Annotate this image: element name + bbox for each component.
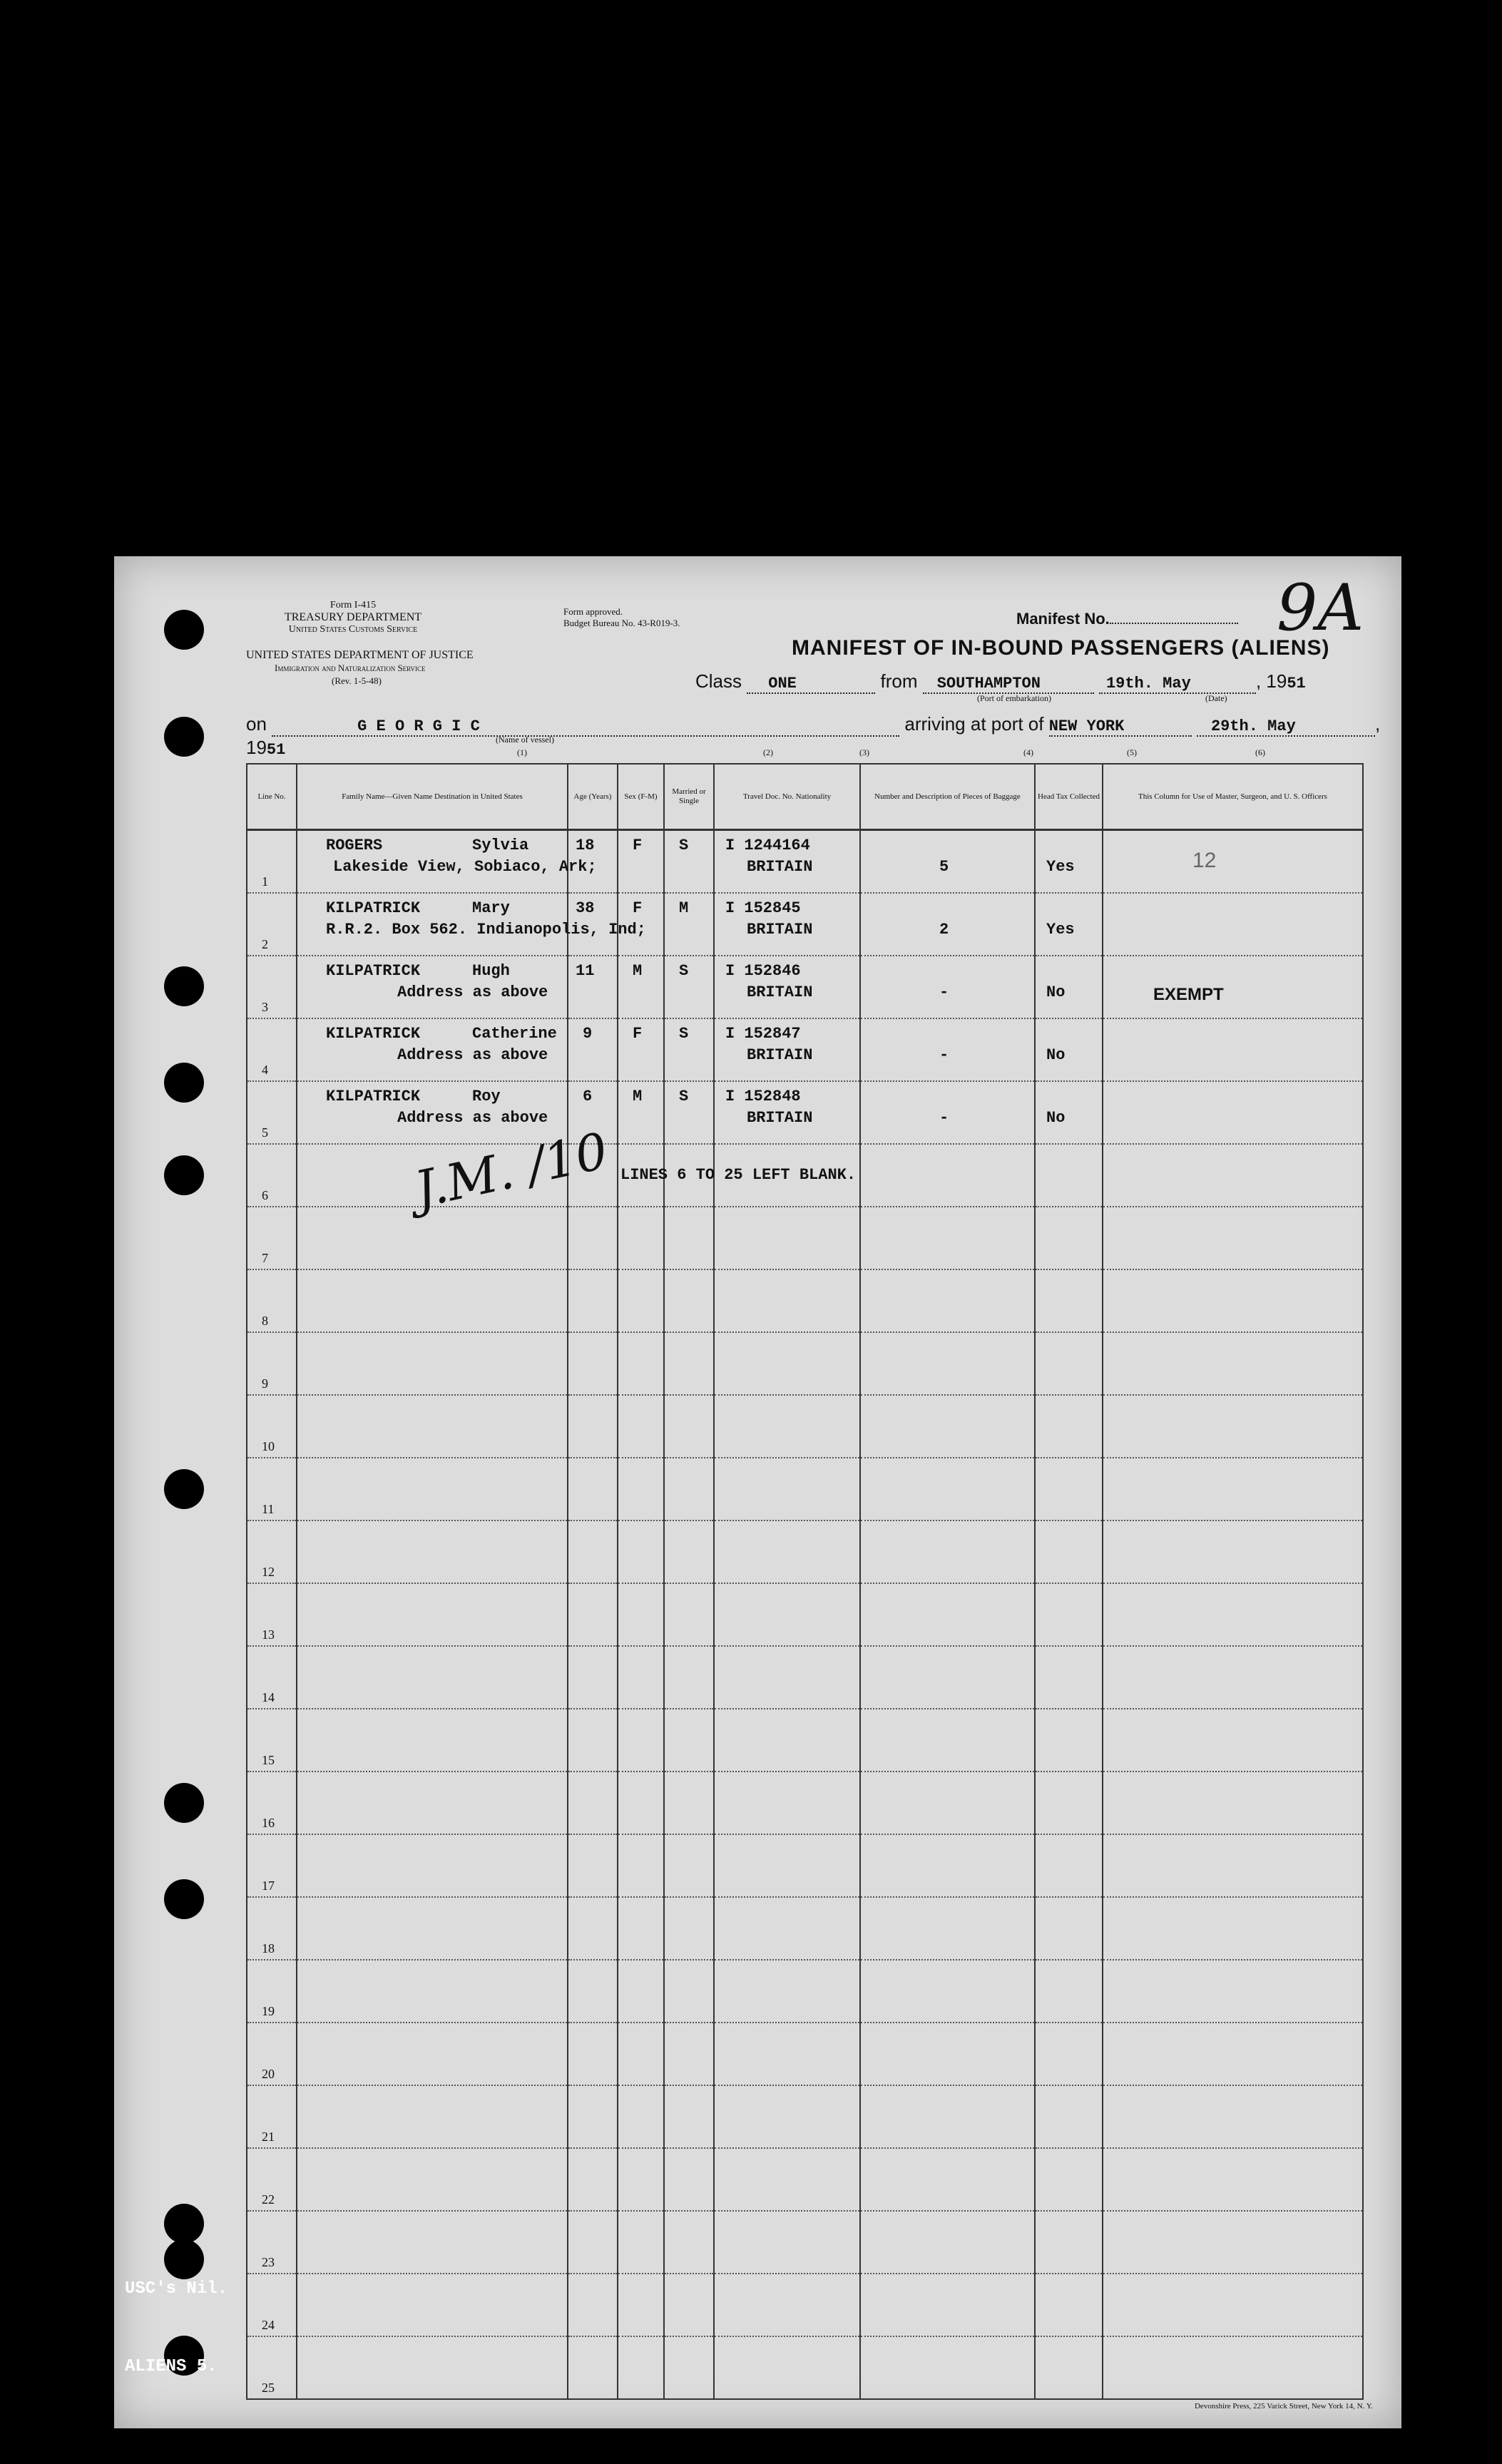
aliens-tally: ALIENS 5. [125, 2357, 218, 2376]
col-baggage: Number and Description of Pieces of Baggage [860, 764, 1035, 830]
class-row [695, 670, 1306, 694]
class-label: Class [695, 670, 742, 692]
head-tax: Yes [1046, 921, 1075, 939]
revision: (Rev. 1-5-48) [332, 675, 382, 686]
table-row [247, 1269, 1363, 1332]
marital-status: S [679, 962, 689, 980]
given-name: Roy [472, 1088, 501, 1105]
marital-status: M [679, 899, 689, 917]
col-name: Family Name—Given Name Destination in United States [297, 764, 568, 830]
col-married: Married or Single [664, 764, 714, 830]
table-row [247, 956, 1363, 1018]
family-name: KILPATRICK [326, 1025, 421, 1043]
vessel-caption: (Name of vessel) [496, 735, 554, 745]
table-row [247, 1520, 1363, 1583]
baggage: 2 [939, 921, 949, 939]
date-caption: (Date) [1205, 693, 1227, 703]
form-number: Form I-415 [329, 600, 377, 610]
col-num-4: (4) [1023, 747, 1033, 757]
from-label: from [880, 670, 918, 692]
travel-doc: I 152845 [725, 899, 801, 917]
nationality: BRITAIN [747, 858, 813, 876]
table-row [247, 1458, 1363, 1520]
officer-stamp: 12 [1192, 849, 1217, 872]
manifest-no-label: Manifest No. [1016, 610, 1110, 628]
baggage: - [939, 1109, 949, 1127]
travel-doc: I 152846 [725, 962, 801, 980]
line-no: 3 [262, 1000, 268, 1014]
line-no: 1 [262, 874, 268, 889]
marital-status: S [679, 837, 689, 854]
customs-service: United States Customs Service [288, 624, 418, 635]
table-row [247, 1583, 1363, 1646]
head-tax: Yes [1046, 858, 1075, 876]
punch-hole [164, 1469, 204, 1509]
vessel-name: G E O R G I C [272, 717, 899, 737]
destination: Address as above [397, 1046, 548, 1064]
treasury-dept: TREASURY DEPARTMENT [284, 611, 422, 623]
document-title: MANIFEST OF IN-BOUND PASSENGERS (ALIENS) [792, 636, 1330, 660]
embark-year-prefix: , 19 [1255, 670, 1287, 692]
col-num-1: (1) [517, 747, 527, 757]
form-header [200, 599, 506, 635]
baggage: - [939, 1046, 949, 1064]
line-no: 23 [262, 2255, 275, 2269]
marital-status: S [679, 1025, 689, 1043]
col-travel: Travel Doc. No. Nationality [714, 764, 860, 830]
line-no: 17 [262, 1878, 275, 1893]
nationality: BRITAIN [747, 1046, 813, 1064]
given-name: Sylvia [472, 837, 529, 854]
uscs-tally: USC's Nil. [125, 2279, 228, 2299]
table-row [247, 2336, 1363, 2399]
baggage: - [939, 983, 949, 1001]
handwritten-signature: J.M. /10 [409, 1121, 613, 1220]
manifest-number [1016, 610, 1238, 628]
arrival-year: 51 [266, 741, 286, 759]
passenger-table [246, 763, 1364, 2400]
line-no: 24 [262, 2318, 275, 2332]
marital-status: S [679, 1088, 689, 1105]
table-row [247, 1772, 1363, 1834]
punch-hole [164, 717, 204, 757]
embark-port: SOUTHAMPTON [923, 675, 1094, 694]
table-row [247, 1960, 1363, 2023]
sex: M [633, 1088, 643, 1105]
nationality: BRITAIN [747, 921, 813, 939]
sex: F [633, 837, 643, 854]
age: 18 [576, 837, 595, 854]
embark-year: 51 [1287, 675, 1306, 692]
empty-rows [247, 1144, 1363, 2399]
line-no: 13 [262, 1627, 275, 1642]
travel-doc: I 1244164 [725, 837, 810, 854]
punch-hole [164, 2204, 204, 2244]
col-num-3: (3) [859, 747, 869, 757]
col-num-5: (5) [1127, 747, 1137, 757]
line-no: 19 [262, 2004, 275, 2018]
arrival-date: 29th. May [1197, 717, 1375, 737]
given-name: Mary [472, 899, 510, 917]
table-row [247, 1395, 1363, 1458]
age: 6 [583, 1088, 593, 1105]
destination: R.R.2. Box 562. Indianopolis, Ind; [326, 921, 646, 939]
given-name: Hugh [472, 962, 510, 980]
table-row [247, 1207, 1363, 1269]
punch-hole [164, 2239, 204, 2279]
line-no: 15 [262, 1753, 275, 1767]
table-row [247, 830, 1363, 894]
arriving-label: arriving at port of [904, 713, 1044, 735]
baggage: 5 [939, 858, 949, 876]
line-no: 11 [262, 1502, 275, 1516]
col-age: Age (Years) [568, 764, 618, 830]
justice-dept: UNITED STATES DEPARTMENT OF JUSTICE [246, 649, 474, 661]
line-no: 9 [262, 1376, 268, 1391]
destination: Address as above [397, 983, 548, 1001]
sex: F [633, 1025, 643, 1043]
line-no: 10 [262, 1439, 275, 1453]
port-caption: (Port of embarkation) [977, 693, 1051, 703]
col-num-6: (6) [1255, 747, 1265, 757]
table-row [247, 1834, 1363, 1897]
table-row [247, 1646, 1363, 1709]
destination: Lakeside View, Sobiaco, Ark; [333, 858, 597, 876]
line-no: 6 [262, 1188, 268, 1202]
table-row [247, 2085, 1363, 2148]
table-row [247, 2023, 1363, 2085]
ins-service: Immigration and Naturalization Service [275, 663, 426, 673]
punch-hole [164, 966, 204, 1006]
manifest-page [114, 556, 1401, 2428]
line-no: 21 [262, 2130, 275, 2144]
head-tax: No [1046, 1046, 1066, 1064]
travel-doc: I 152847 [725, 1025, 801, 1043]
line-no: 16 [262, 1816, 275, 1830]
head-tax: No [1046, 983, 1066, 1001]
head-tax: No [1046, 1109, 1066, 1127]
line-no: 18 [262, 1941, 275, 1956]
table-row [247, 1081, 1363, 1144]
exempt-note: EXEMPT [1153, 985, 1224, 1004]
col-line: Line No. [247, 764, 297, 830]
table-row [247, 1332, 1363, 1395]
blank-lines-note: LINES 6 TO 25 LEFT BLANK. [620, 1166, 857, 1184]
line-no: 25 [262, 2381, 275, 2395]
family-name: KILPATRICK [326, 899, 421, 917]
punch-hole [164, 1063, 204, 1103]
sex: F [633, 899, 643, 917]
arrival-year-prefix: , 19 [246, 713, 1381, 758]
table-row [247, 2274, 1363, 2336]
table-row [247, 1897, 1363, 1960]
line-no: 7 [262, 1251, 268, 1265]
approval-note [563, 606, 680, 629]
nationality: BRITAIN [747, 1109, 813, 1127]
embark-date: 19th. May [1099, 675, 1256, 694]
family-name: KILPATRICK [326, 1088, 421, 1105]
col-num-2: (2) [763, 747, 773, 757]
age: 11 [576, 962, 595, 980]
table-row [247, 1018, 1363, 1081]
line-no: 8 [262, 1314, 268, 1328]
age: 9 [583, 1025, 593, 1043]
line-no: 22 [262, 2192, 275, 2207]
family-name: KILPATRICK [326, 962, 421, 980]
line-no: 4 [262, 1063, 268, 1077]
col-officers: This Column for Use of Master, Surgeon, and U. S. Officers [1103, 764, 1363, 830]
sex: M [633, 962, 643, 980]
given-name: Catherine [472, 1025, 557, 1043]
line-no: 5 [262, 1125, 268, 1140]
nationality: BRITAIN [747, 983, 813, 1001]
form-approved: Form approved. [563, 606, 623, 617]
travel-doc: I 152848 [725, 1088, 801, 1105]
family-name: ROGERS [326, 837, 383, 854]
header-row [247, 764, 1363, 830]
table-row [247, 2211, 1363, 2274]
punch-hole [164, 610, 204, 650]
printer-footer: Devonshire Press, 225 Varick Street, New York 14, N. Y. [1194, 2402, 1373, 2411]
table-row [247, 2148, 1363, 2211]
destination: Address as above [397, 1109, 548, 1127]
vessel-row [246, 713, 1401, 759]
justice-header [246, 649, 567, 687]
budget-bureau: Budget Bureau No. 43-R019-3. [563, 618, 680, 628]
age: 38 [576, 899, 595, 917]
handwritten-manifest-no: 9A [1277, 571, 1364, 645]
on-label: on [246, 713, 267, 735]
line-no: 14 [262, 1690, 275, 1704]
class-value: ONE [747, 675, 875, 694]
line-no: 12 [262, 1565, 275, 1579]
col-sex: Sex (F-M) [618, 764, 664, 830]
punch-hole [164, 1879, 204, 1919]
table-row [247, 893, 1363, 956]
line-no: 2 [262, 937, 268, 951]
table-row [247, 1709, 1363, 1772]
arrival-port: NEW YORK [1049, 717, 1192, 737]
punch-hole [164, 1155, 204, 1195]
col-headtax: Head Tax Collected [1035, 764, 1103, 830]
line-no: 20 [262, 2067, 275, 2081]
punch-hole [164, 1783, 204, 1823]
